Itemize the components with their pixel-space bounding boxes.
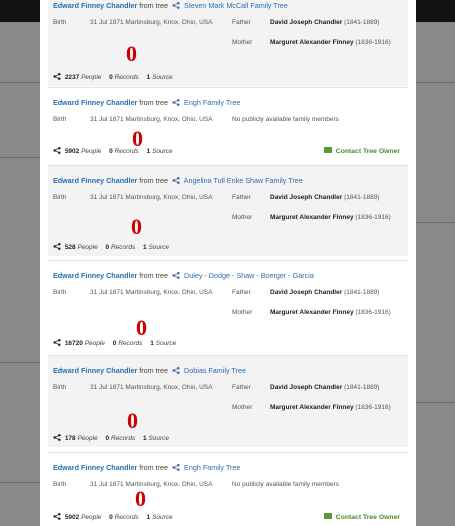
records-label: Records (114, 74, 139, 81)
tree-name-link[interactable]: Engh Family Tree (184, 98, 241, 107)
share-tree-icon (172, 272, 180, 279)
sources-count: 1 (150, 340, 154, 347)
birth-label: Birth (53, 289, 67, 296)
tree-results-modal (40, 0, 416, 526)
people-label: People (77, 244, 98, 251)
birth-value: 31 Jul 1871 Martinsburg, Knox, Ohio, USA (90, 19, 213, 26)
annotation-zero-mark: 0 (131, 214, 142, 239)
people-count: 2237 (64, 74, 80, 81)
father-label: Father (232, 289, 251, 296)
contact-tree-owner-label: Contact Tree Owner (335, 148, 400, 155)
tree-result-card (48, 87, 408, 160)
mother-name[interactable]: Marguret Alexander Finney (270, 39, 354, 46)
tree-result-card (48, 355, 408, 447)
annotation-zero-mark: 0 (135, 486, 146, 511)
tree-stats-row (53, 339, 176, 347)
tree-name-link[interactable]: Steven Mark McCall Family Tree (184, 1, 288, 10)
birth-label: Birth (53, 116, 67, 123)
mother-label: Mother (232, 309, 253, 316)
father-name[interactable]: David Joseph Chandler (270, 194, 343, 201)
father-value (270, 17, 395, 28)
from-tree-label: from tree (139, 98, 169, 107)
from-tree-label: from tree (139, 1, 169, 10)
from-tree-label: from tree (139, 271, 169, 280)
result-title-row (53, 271, 314, 280)
person-name-link[interactable]: Edward Finney Chandler (53, 463, 138, 472)
records-label: Records (110, 435, 136, 442)
father-value (270, 192, 395, 203)
records-label: Records (114, 148, 139, 155)
tree-name-link[interactable]: Angelina Tull Enke Shaw Family Tree (183, 176, 303, 185)
birth-value: 31 Jul 1871 Martinsburg, Knox, Ohio, USA (90, 289, 213, 296)
birth-value: 31 Jul 1871 Martinsburg, Knox, Ohio, USA (90, 481, 213, 488)
contact-tree-owner-label: Contact Tree Owner (335, 514, 400, 521)
sources-count: 1 (146, 514, 151, 521)
people-count: 5902 (64, 514, 80, 521)
person-name-link[interactable]: Edward Finney Chandler (53, 366, 138, 375)
records-count: 0 (112, 340, 117, 347)
sources-count: 1 (146, 74, 151, 81)
father-label: Father (232, 194, 251, 201)
father-name[interactable]: David Joseph Chandler (270, 384, 343, 391)
mother-label: Mother (232, 214, 253, 221)
tree-stats-row (53, 434, 169, 442)
tree-name-link[interactable]: Duley - Dodge - Shaw - Boerger - Garcia (184, 271, 314, 280)
contact-tree-owner-button[interactable] (324, 513, 400, 521)
share-tree-icon (172, 464, 180, 471)
birth-label: Birth (53, 384, 67, 391)
mail-icon (324, 513, 332, 519)
annotation-zero-mark: 0 (136, 315, 147, 340)
share-tree-icon (53, 243, 61, 250)
share-tree-icon (53, 339, 61, 346)
people-count: 528 (64, 244, 76, 251)
from-tree-label: from tree (139, 366, 169, 375)
mother-years: (1836-1916) (355, 214, 391, 221)
birth-value: 31 Jul 1871 Martinsburg, Knox, Ohio, USA (90, 116, 213, 123)
people-count: 5902 (64, 148, 80, 155)
birth-label: Birth (53, 481, 67, 488)
result-title-row (53, 176, 303, 185)
records-label: Records (110, 244, 136, 251)
mother-label: Mother (232, 39, 253, 46)
father-value (270, 287, 395, 298)
records-count: 0 (105, 244, 110, 251)
mail-icon (324, 147, 332, 153)
sources-count: 1 (143, 244, 147, 251)
birth-value: 31 Jul 1871 Martinsburg, Knox, Ohio, USA (90, 194, 213, 201)
share-tree-icon (53, 434, 61, 441)
tree-result-card (48, 165, 408, 256)
mother-years: (1836-1916) (355, 404, 391, 411)
person-name-link[interactable]: Edward Finney Chandler (53, 98, 138, 107)
birth-value: 31 Jul 1871 Martinsburg, Knox, Ohio, USA (90, 384, 213, 391)
father-years: (1841-1889) (344, 19, 380, 26)
mother-value (270, 212, 395, 223)
contact-tree-owner-button[interactable] (324, 147, 400, 155)
people-label: People (77, 435, 98, 442)
mother-years: (1836-1916) (355, 39, 391, 46)
share-tree-icon (53, 147, 61, 154)
tree-stats-row (53, 513, 173, 521)
mother-name[interactable]: Marguret Alexander Finney (270, 309, 354, 316)
mother-name[interactable]: Marguret Alexander Finney (270, 214, 354, 221)
father-years: (1841-1889) (344, 194, 380, 201)
result-title-row (53, 463, 240, 472)
people-label: People (84, 340, 105, 347)
share-tree-icon (53, 73, 61, 80)
records-count: 0 (109, 514, 113, 521)
annotation-zero-mark: 0 (127, 408, 138, 433)
mother-label: Mother (232, 404, 253, 411)
annotation-zero-mark: 0 (126, 41, 137, 66)
father-name[interactable]: David Joseph Chandler (270, 19, 343, 26)
mother-value (270, 307, 395, 318)
tree-stats-row (53, 73, 173, 81)
tree-name-link[interactable]: Dobias Family Tree (184, 366, 246, 375)
birth-label: Birth (53, 194, 67, 201)
mother-value (270, 37, 395, 48)
share-tree-icon (172, 367, 180, 374)
sources-label: Source (152, 514, 173, 521)
from-tree-label: from tree (139, 176, 169, 185)
share-tree-icon (53, 513, 61, 520)
sources-label: Source (148, 435, 170, 442)
tree-result-card (48, 0, 408, 86)
sources-label: Source (152, 74, 173, 81)
share-tree-icon (172, 2, 180, 9)
tree-result-card (48, 452, 408, 526)
father-label: Father (232, 19, 251, 26)
person-name-link[interactable]: Edward Finney Chandler (53, 271, 138, 280)
person-name-link[interactable]: Edward Finney Chandler (53, 1, 138, 10)
tree-stats-row (53, 147, 173, 155)
people-label: People (81, 74, 102, 81)
records-count: 0 (109, 148, 113, 155)
records-label: Records (114, 514, 139, 521)
sources-count: 1 (143, 435, 147, 442)
mother-years: (1836-1916) (355, 309, 391, 316)
people-label: People (81, 514, 102, 521)
father-label: Father (232, 384, 251, 391)
sources-label: Source (152, 148, 173, 155)
share-tree-icon (172, 177, 180, 184)
no-family-note: No publicly available family members (232, 116, 339, 123)
mother-value (270, 402, 395, 413)
result-title-row (53, 1, 288, 10)
father-years: (1841-1889) (344, 384, 380, 391)
sources-label: Source (155, 340, 177, 347)
share-tree-icon (172, 99, 180, 106)
sources-label: Source (148, 244, 170, 251)
from-tree-label: from tree (139, 463, 169, 472)
birth-label: Birth (53, 19, 67, 26)
records-count: 0 (109, 74, 113, 81)
people-label: People (81, 148, 102, 155)
people-count: 178 (64, 435, 76, 442)
people-count: 16720 (64, 340, 83, 347)
person-name-link[interactable]: Edward Finney Chandler (53, 176, 138, 185)
sources-count: 1 (146, 148, 151, 155)
father-name[interactable]: David Joseph Chandler (270, 289, 343, 296)
mother-name[interactable]: Marguret Alexander Finney (270, 404, 354, 411)
annotation-zero-mark: 0 (132, 126, 143, 151)
tree-result-card (48, 260, 408, 352)
tree-name-link[interactable]: Engh Family Tree (184, 463, 241, 472)
result-title-row (53, 98, 240, 107)
tree-stats-row (53, 243, 169, 251)
father-value (270, 382, 395, 393)
result-title-row (53, 366, 246, 375)
no-family-note: No publicly available family members (232, 481, 339, 488)
father-years: (1841-1889) (344, 289, 380, 296)
records-count: 0 (105, 435, 110, 442)
records-label: Records (118, 340, 143, 347)
